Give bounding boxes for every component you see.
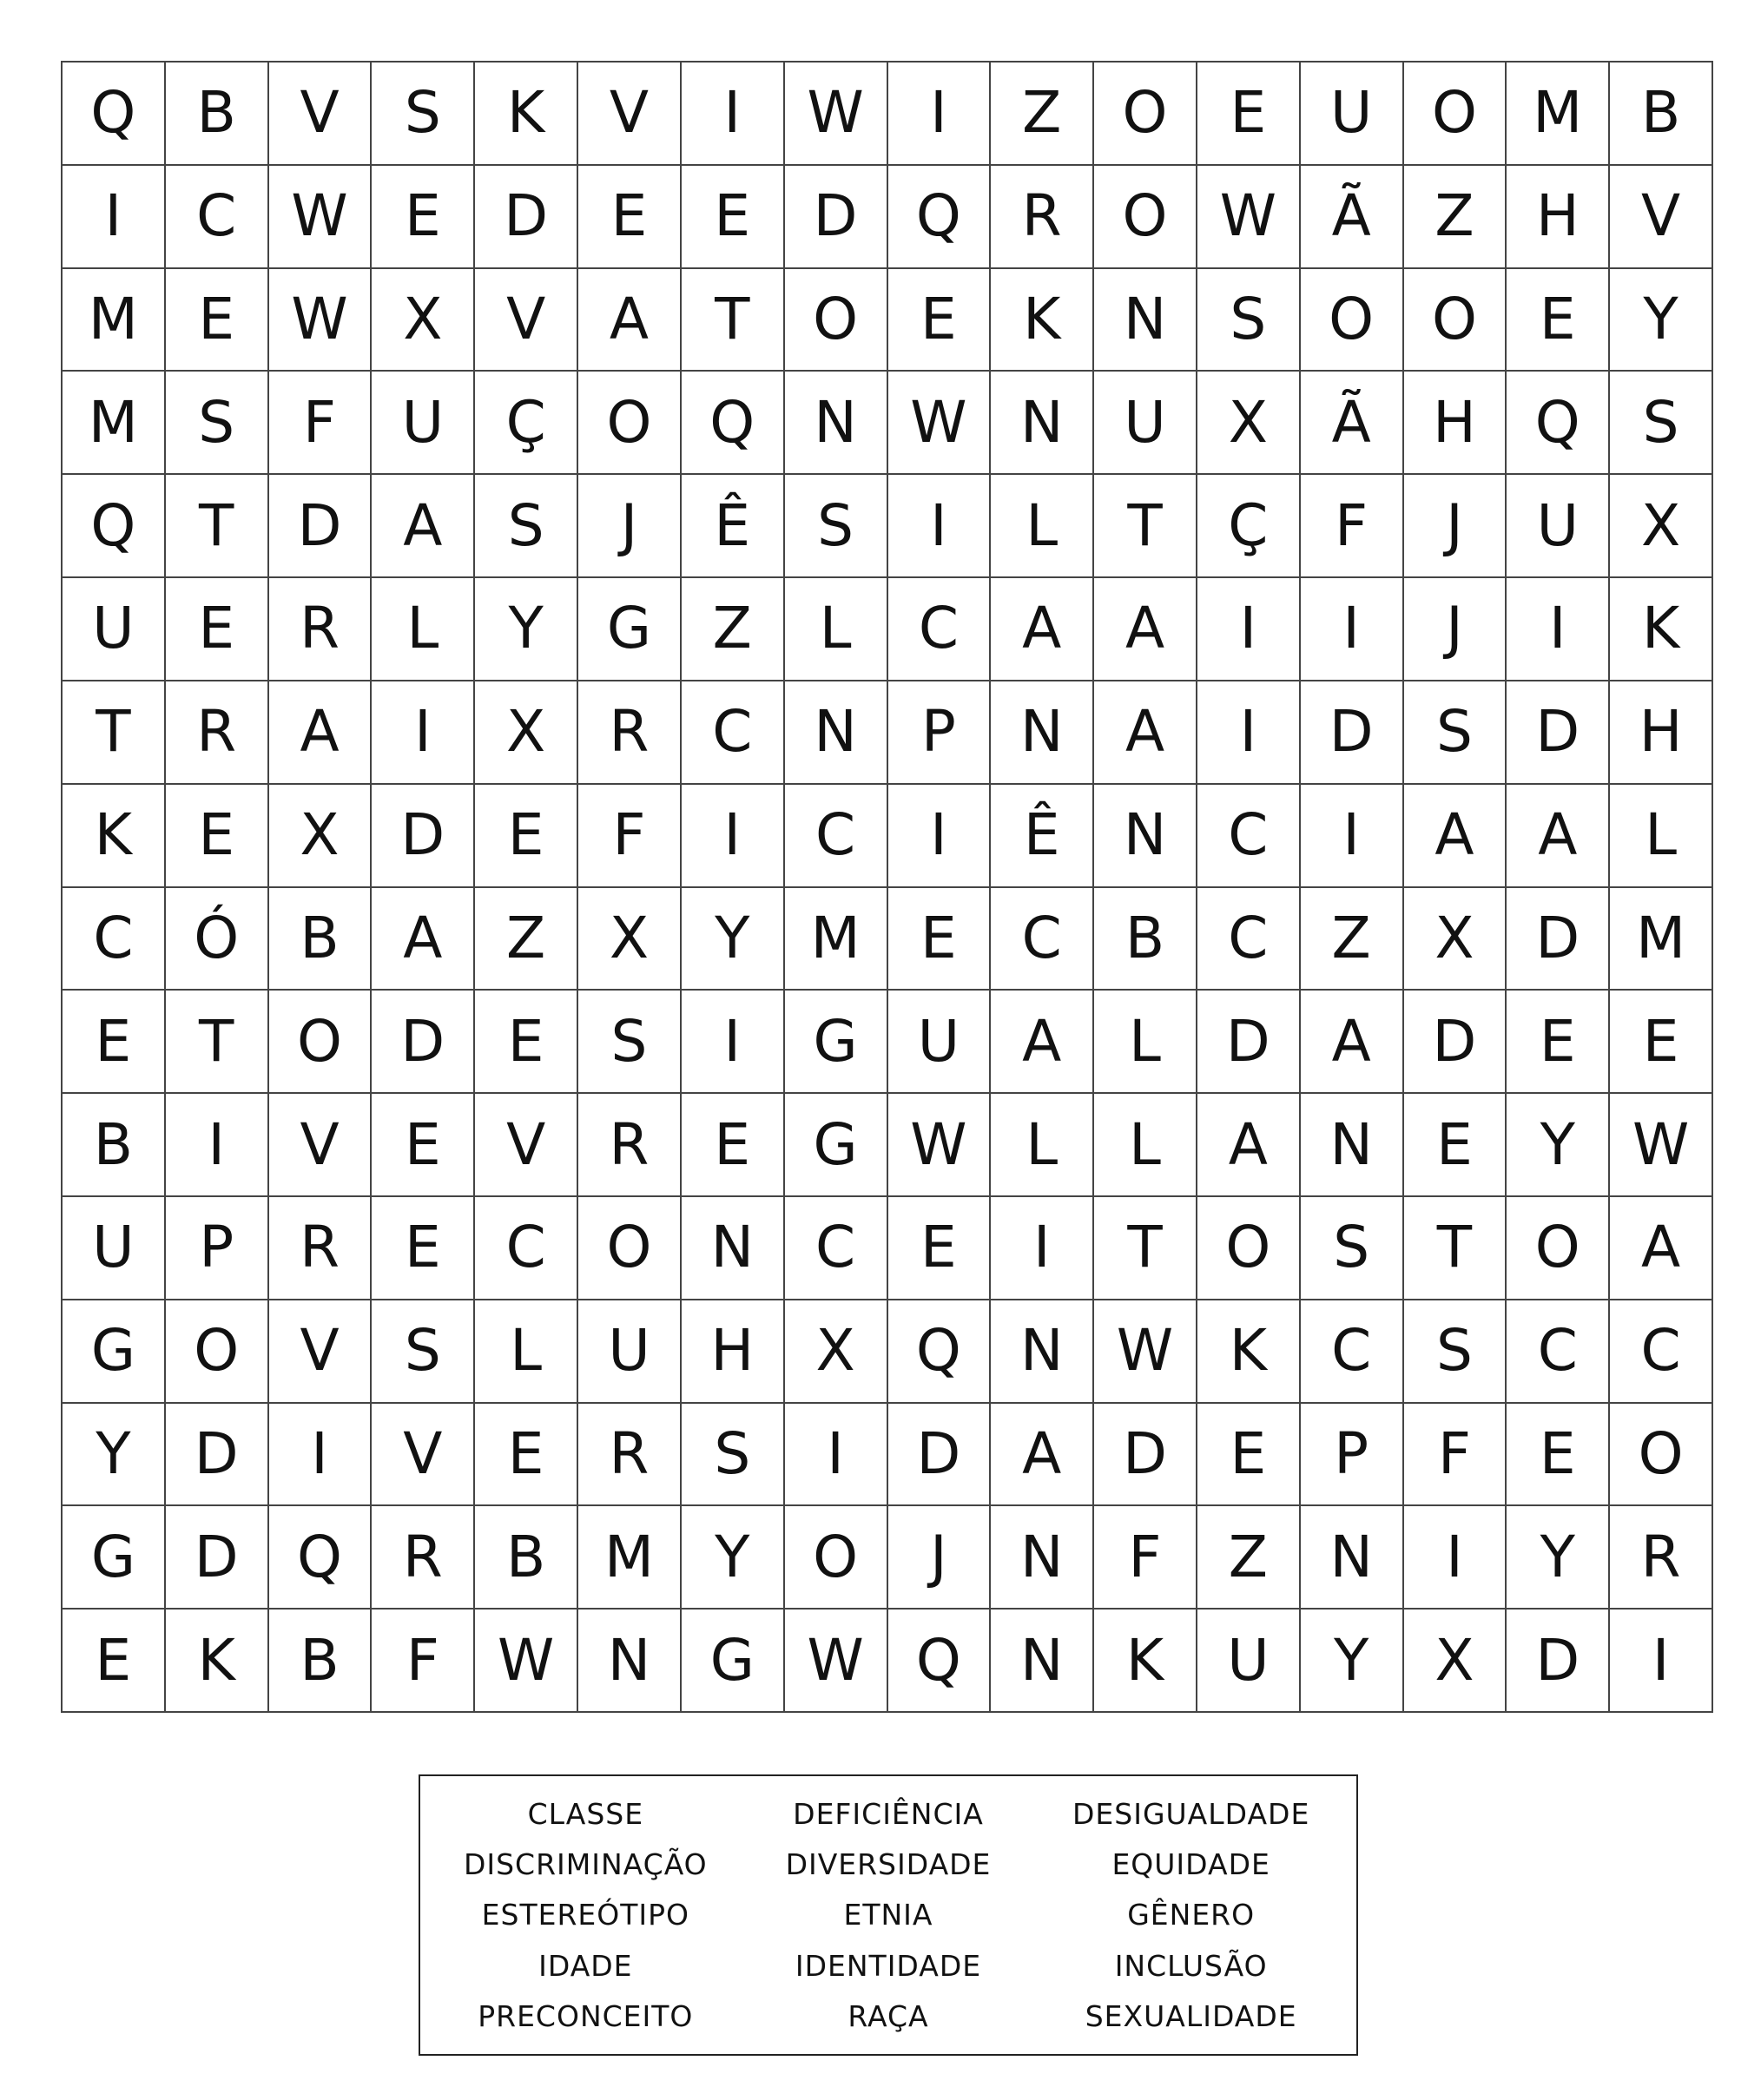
grid-cell[interactable]: G xyxy=(785,1094,888,1197)
grid-cell[interactable]: F xyxy=(1094,1506,1197,1610)
grid-cell[interactable]: G xyxy=(578,578,682,681)
grid-cell[interactable]: Ã xyxy=(1301,166,1404,269)
grid-cell[interactable]: W xyxy=(475,1610,578,1713)
grid-cell[interactable]: A xyxy=(1404,785,1507,888)
grid-cell[interactable]: N xyxy=(991,1506,1094,1610)
grid-cell[interactable]: S xyxy=(1301,1197,1404,1300)
grid-cell[interactable]: S xyxy=(682,1404,785,1507)
grid-cell[interactable]: V xyxy=(269,1300,373,1404)
grid-cell[interactable]: C xyxy=(1610,1300,1713,1404)
grid-cell[interactable]: N xyxy=(785,681,888,785)
grid-cell[interactable]: C xyxy=(785,785,888,888)
grid-cell[interactable]: I xyxy=(166,1094,269,1197)
grid-cell[interactable]: I xyxy=(888,63,992,166)
letter-grid xyxy=(61,61,1713,1713)
grid-cell[interactable]: E xyxy=(372,166,475,269)
grid-cell[interactable]: U xyxy=(578,1300,682,1404)
grid-cell[interactable]: I xyxy=(991,1197,1094,1300)
grid-cell[interactable]: Q xyxy=(682,372,785,475)
grid-cell[interactable]: X xyxy=(475,681,578,785)
grid-cell[interactable]: E xyxy=(1404,1094,1507,1197)
grid-cell[interactable]: E xyxy=(682,166,785,269)
grid-cell[interactable]: Q xyxy=(888,1300,992,1404)
grid-cell[interactable]: N xyxy=(1094,269,1197,372)
grid-cell[interactable]: T xyxy=(1094,475,1197,578)
grid-cell[interactable]: I xyxy=(888,785,992,888)
grid-cell[interactable]: J xyxy=(1404,475,1507,578)
grid-cell[interactable]: N xyxy=(991,681,1094,785)
grid-cell[interactable]: X xyxy=(1404,1610,1507,1713)
grid-cell[interactable]: J xyxy=(1404,578,1507,681)
grid-cell[interactable]: Q xyxy=(63,63,166,166)
grid-cell[interactable]: K xyxy=(991,269,1094,372)
grid-cell[interactable]: O xyxy=(1507,1197,1610,1300)
grid-cell[interactable]: L xyxy=(991,475,1094,578)
grid-cell[interactable]: N xyxy=(1094,785,1197,888)
grid-cell[interactable]: O xyxy=(785,1506,888,1610)
grid-cell[interactable]: H xyxy=(1404,372,1507,475)
grid-cell[interactable]: C xyxy=(475,1197,578,1300)
grid-cell[interactable]: S xyxy=(475,475,578,578)
grid-cell[interactable]: Ê xyxy=(991,785,1094,888)
grid-cell[interactable]: U xyxy=(1197,1610,1301,1713)
grid-cell[interactable]: D xyxy=(1507,681,1610,785)
grid-cell[interactable]: I xyxy=(269,1404,373,1507)
grid-cell[interactable]: D xyxy=(1094,1404,1197,1507)
grid-cell[interactable]: C xyxy=(1301,1300,1404,1404)
grid-cell[interactable]: R xyxy=(269,1197,373,1300)
grid-cell[interactable]: B xyxy=(269,1610,373,1713)
grid-cell[interactable]: I xyxy=(1507,578,1610,681)
grid-cell[interactable]: M xyxy=(785,888,888,991)
grid-cell[interactable]: C xyxy=(1507,1300,1610,1404)
grid-cell[interactable]: K xyxy=(166,1610,269,1713)
grid-cell[interactable]: C xyxy=(1197,785,1301,888)
grid-cell[interactable]: Z xyxy=(1301,888,1404,991)
grid-cell[interactable]: T xyxy=(166,475,269,578)
grid-cell[interactable]: Q xyxy=(1507,372,1610,475)
grid-cell[interactable]: R xyxy=(166,681,269,785)
grid-cell[interactable]: S xyxy=(166,372,269,475)
grid-cell[interactable]: M xyxy=(1507,63,1610,166)
grid-cell[interactable]: T xyxy=(166,991,269,1094)
grid-cell[interactable]: T xyxy=(682,269,785,372)
grid-cell[interactable]: P xyxy=(1301,1404,1404,1507)
grid-cell[interactable]: E xyxy=(63,1610,166,1713)
grid-cell[interactable]: I xyxy=(63,166,166,269)
grid-cell[interactable]: Y xyxy=(682,888,785,991)
grid-cell[interactable]: J xyxy=(578,475,682,578)
grid-cell[interactable]: E xyxy=(888,1197,992,1300)
grid-cell[interactable]: I xyxy=(682,63,785,166)
grid-cell[interactable]: O xyxy=(166,1300,269,1404)
word-list-item: RAÇA xyxy=(848,1999,929,2034)
grid-cell[interactable]: G xyxy=(63,1300,166,1404)
grid-cell[interactable]: Q xyxy=(269,1506,373,1610)
grid-cell[interactable]: U xyxy=(1301,63,1404,166)
grid-cell[interactable]: B xyxy=(475,1506,578,1610)
grid-cell[interactable]: X xyxy=(269,785,373,888)
grid-cell[interactable]: N xyxy=(991,1610,1094,1713)
grid-cell[interactable]: Ê xyxy=(682,475,785,578)
grid-cell[interactable]: D xyxy=(888,1404,992,1507)
word-list-item: INCLUSÃO xyxy=(1114,1948,1268,1983)
grid-cell[interactable]: L xyxy=(372,578,475,681)
grid-cell[interactable]: L xyxy=(1094,991,1197,1094)
grid-cell[interactable]: X xyxy=(372,269,475,372)
grid-cell[interactable]: F xyxy=(578,785,682,888)
grid-cell[interactable]: A xyxy=(1094,681,1197,785)
grid-cell[interactable]: R xyxy=(578,1094,682,1197)
grid-cell[interactable]: H xyxy=(682,1300,785,1404)
grid-cell[interactable]: E xyxy=(166,269,269,372)
grid-cell[interactable]: U xyxy=(888,991,992,1094)
grid-cell[interactable]: V xyxy=(475,1094,578,1197)
grid-cell[interactable]: O xyxy=(1094,63,1197,166)
grid-cell[interactable]: G xyxy=(682,1610,785,1713)
grid-cell[interactable]: K xyxy=(1094,1610,1197,1713)
grid-cell[interactable]: Y xyxy=(1610,269,1713,372)
grid-cell[interactable]: I xyxy=(1610,1610,1713,1713)
word-list-item: DIVERSIDADE xyxy=(785,1847,992,1882)
grid-cell[interactable]: J xyxy=(888,1506,992,1610)
grid-cell[interactable]: A xyxy=(1507,785,1610,888)
grid-cell[interactable]: Y xyxy=(63,1404,166,1507)
grid-cell[interactable]: A xyxy=(1094,578,1197,681)
grid-cell[interactable]: E xyxy=(475,991,578,1094)
grid-cell[interactable]: Z xyxy=(475,888,578,991)
grid-cell[interactable]: F xyxy=(372,1610,475,1713)
grid-cell[interactable]: A xyxy=(372,888,475,991)
grid-cell[interactable]: T xyxy=(1094,1197,1197,1300)
grid-cell[interactable]: A xyxy=(991,991,1094,1094)
grid-cell[interactable]: D xyxy=(166,1404,269,1507)
grid-cell[interactable]: N xyxy=(785,372,888,475)
grid-cell[interactable]: E xyxy=(888,888,992,991)
grid-cell[interactable]: C xyxy=(166,166,269,269)
word-list-item: PRECONCEITO xyxy=(478,1999,694,2034)
grid-cell[interactable]: Q xyxy=(63,475,166,578)
grid-cell[interactable]: U xyxy=(63,578,166,681)
grid-cell[interactable]: O xyxy=(1404,269,1507,372)
grid-cell[interactable]: Z xyxy=(1197,1506,1301,1610)
grid-cell[interactable]: F xyxy=(269,372,373,475)
grid-cell[interactable]: M xyxy=(63,269,166,372)
grid-cell[interactable]: Y xyxy=(1507,1506,1610,1610)
grid-cell[interactable]: I xyxy=(1301,785,1404,888)
grid-cell[interactable]: V xyxy=(1610,166,1713,269)
grid-cell[interactable]: Z xyxy=(1404,166,1507,269)
grid-cell[interactable]: A xyxy=(1610,1197,1713,1300)
grid-cell[interactable]: G xyxy=(63,1506,166,1610)
grid-cell[interactable]: S xyxy=(1610,372,1713,475)
grid-cell[interactable]: I xyxy=(682,785,785,888)
grid-cell[interactable]: R xyxy=(269,578,373,681)
grid-cell[interactable]: D xyxy=(269,475,373,578)
grid-cell[interactable]: P xyxy=(166,1197,269,1300)
grid-cell[interactable]: D xyxy=(166,1506,269,1610)
grid-cell[interactable]: V xyxy=(269,63,373,166)
grid-cell[interactable]: K xyxy=(475,63,578,166)
grid-cell[interactable]: O xyxy=(1404,63,1507,166)
grid-cell[interactable]: M xyxy=(578,1506,682,1610)
grid-cell[interactable]: C xyxy=(785,1197,888,1300)
grid-cell[interactable]: H xyxy=(1610,681,1713,785)
grid-cell[interactable]: S xyxy=(372,1300,475,1404)
grid-cell[interactable]: L xyxy=(1094,1094,1197,1197)
grid-cell[interactable]: E xyxy=(372,1094,475,1197)
grid-cell[interactable]: X xyxy=(1610,475,1713,578)
grid-cell[interactable]: D xyxy=(785,166,888,269)
grid-cell[interactable]: L xyxy=(991,1094,1094,1197)
grid-cell[interactable]: O xyxy=(785,269,888,372)
grid-cell[interactable]: E xyxy=(166,578,269,681)
grid-cell[interactable]: D xyxy=(1197,991,1301,1094)
grid-cell[interactable]: H xyxy=(1507,166,1610,269)
grid-cell[interactable]: A xyxy=(578,269,682,372)
grid-cell[interactable]: R xyxy=(1610,1506,1713,1610)
grid-cell[interactable]: E xyxy=(682,1094,785,1197)
word-list-item: ESTEREÓTIPO xyxy=(481,1898,689,1932)
grid-cell[interactable]: M xyxy=(63,372,166,475)
grid-cell[interactable]: O xyxy=(1197,1197,1301,1300)
grid-cell[interactable]: I xyxy=(785,1404,888,1507)
grid-cell[interactable]: L xyxy=(475,1300,578,1404)
grid-cell[interactable]: B xyxy=(269,888,373,991)
grid-cell[interactable]: W xyxy=(269,269,373,372)
grid-cell[interactable]: N xyxy=(1301,1094,1404,1197)
grid-cell[interactable]: O xyxy=(269,991,373,1094)
grid-cell[interactable]: D xyxy=(1507,888,1610,991)
grid-cell[interactable]: X xyxy=(1404,888,1507,991)
grid-cell[interactable]: I xyxy=(372,681,475,785)
grid-cell[interactable]: U xyxy=(372,372,475,475)
grid-cell[interactable]: W xyxy=(888,1094,992,1197)
grid-cell[interactable]: E xyxy=(63,991,166,1094)
grid-cell[interactable]: V xyxy=(578,63,682,166)
grid-cell[interactable]: S xyxy=(578,991,682,1094)
grid-cell[interactable]: I xyxy=(1301,578,1404,681)
grid-cell[interactable]: V xyxy=(475,269,578,372)
word-list-item: GÊNERO xyxy=(1127,1898,1256,1932)
grid-cell[interactable]: W xyxy=(1610,1094,1713,1197)
grid-cell[interactable]: Q xyxy=(888,166,992,269)
grid-cell[interactable]: R xyxy=(372,1506,475,1610)
grid-cell[interactable]: R xyxy=(578,1404,682,1507)
grid-cell[interactable]: I xyxy=(1197,578,1301,681)
word-list-item: IDADE xyxy=(538,1948,633,1983)
grid-cell[interactable]: Ç xyxy=(1197,475,1301,578)
grid-cell[interactable]: X xyxy=(1197,372,1301,475)
grid-cell[interactable]: C xyxy=(1197,888,1301,991)
grid-cell[interactable]: O xyxy=(1094,166,1197,269)
grid-cell[interactable]: W xyxy=(785,63,888,166)
grid-cell[interactable]: S xyxy=(1404,1300,1507,1404)
grid-cell[interactable]: I xyxy=(1197,681,1301,785)
grid-cell[interactable]: T xyxy=(1404,1197,1507,1300)
grid-cell[interactable]: F xyxy=(1301,475,1404,578)
grid-cell[interactable]: C xyxy=(991,888,1094,991)
grid-cell[interactable]: A xyxy=(269,681,373,785)
grid-cell[interactable]: B xyxy=(1610,63,1713,166)
grid-cell[interactable]: D xyxy=(1301,681,1404,785)
grid-cell[interactable]: C xyxy=(682,681,785,785)
grid-cell[interactable]: E xyxy=(166,785,269,888)
grid-cell[interactable]: U xyxy=(63,1197,166,1300)
grid-cell[interactable]: U xyxy=(1094,372,1197,475)
grid-cell[interactable]: I xyxy=(682,991,785,1094)
grid-cell[interactable]: K xyxy=(1610,578,1713,681)
grid-cell[interactable]: Ç xyxy=(475,372,578,475)
grid-cell[interactable]: I xyxy=(1404,1506,1507,1610)
grid-cell[interactable]: I xyxy=(888,475,992,578)
grid-cell[interactable]: K xyxy=(1197,1300,1301,1404)
grid-cell[interactable]: V xyxy=(269,1094,373,1197)
grid-cell[interactable]: D xyxy=(475,166,578,269)
grid-cell[interactable]: V xyxy=(372,1404,475,1507)
grid-cell[interactable]: N xyxy=(578,1610,682,1713)
grid-cell[interactable]: O xyxy=(578,1197,682,1300)
grid-cell[interactable]: F xyxy=(1404,1404,1507,1507)
word-list-item: ETNIA xyxy=(843,1898,933,1932)
grid-cell[interactable]: W xyxy=(888,372,992,475)
grid-cell[interactable]: E xyxy=(888,269,992,372)
grid-cell[interactable]: M xyxy=(1610,888,1713,991)
grid-cell[interactable]: Z xyxy=(991,63,1094,166)
grid-cell[interactable]: W xyxy=(269,166,373,269)
grid-cell[interactable]: N xyxy=(682,1197,785,1300)
grid-cell[interactable]: E xyxy=(1197,1404,1301,1507)
word-list-item: DESIGUALDADE xyxy=(1072,1796,1310,1831)
grid-cell[interactable]: S xyxy=(372,63,475,166)
grid-cell[interactable]: D xyxy=(1507,1610,1610,1713)
grid-cell[interactable]: B xyxy=(166,63,269,166)
grid-cell[interactable]: Ã xyxy=(1301,372,1404,475)
word-list xyxy=(419,1774,1358,2056)
grid-cell[interactable]: E xyxy=(578,166,682,269)
grid-cell[interactable]: A xyxy=(372,475,475,578)
grid-cell[interactable]: W xyxy=(1094,1300,1197,1404)
grid-cell[interactable]: D xyxy=(372,785,475,888)
grid-cell[interactable]: L xyxy=(1610,785,1713,888)
grid-cell[interactable]: U xyxy=(1507,475,1610,578)
grid-cell[interactable]: E xyxy=(475,785,578,888)
word-list-item: CLASSE xyxy=(527,1796,644,1831)
grid-cell[interactable]: C xyxy=(63,888,166,991)
word-list-item: DEFICIÊNCIA xyxy=(793,1796,984,1831)
grid-cell[interactable]: N xyxy=(991,1300,1094,1404)
grid-cell[interactable]: W xyxy=(1197,166,1301,269)
grid-cell[interactable]: R xyxy=(578,681,682,785)
grid-cell[interactable]: O xyxy=(578,372,682,475)
grid-cell[interactable]: O xyxy=(1301,269,1404,372)
grid-cell[interactable]: G xyxy=(785,991,888,1094)
grid-cell[interactable]: Y xyxy=(682,1506,785,1610)
grid-cell[interactable]: O xyxy=(1610,1404,1713,1507)
grid-cell[interactable]: E xyxy=(475,1404,578,1507)
grid-cell[interactable]: A xyxy=(991,578,1094,681)
grid-cell[interactable]: A xyxy=(1197,1094,1301,1197)
grid-cell[interactable]: K xyxy=(63,785,166,888)
grid-cell[interactable]: E xyxy=(1507,991,1610,1094)
grid-cell[interactable]: T xyxy=(63,681,166,785)
grid-cell[interactable]: Y xyxy=(1301,1610,1404,1713)
grid-cell[interactable]: B xyxy=(63,1094,166,1197)
grid-cell[interactable]: Z xyxy=(682,578,785,681)
grid-cell[interactable]: A xyxy=(1301,991,1404,1094)
grid-cell[interactable]: N xyxy=(991,372,1094,475)
grid-cell[interactable]: Q xyxy=(888,1610,992,1713)
grid-cell[interactable]: W xyxy=(785,1610,888,1713)
grid-cell[interactable]: S xyxy=(1197,269,1301,372)
grid-cell[interactable]: D xyxy=(372,991,475,1094)
word-list-item: IDENTIDADE xyxy=(795,1948,982,1983)
grid-cell[interactable]: E xyxy=(1507,269,1610,372)
grid-cell[interactable]: N xyxy=(1301,1506,1404,1610)
word-list-item: EQUIDADE xyxy=(1111,1847,1270,1882)
word-list-item: DISCRIMINAÇÃO xyxy=(463,1847,708,1882)
grid-cell[interactable]: D xyxy=(1404,991,1507,1094)
grid-cell[interactable]: X xyxy=(578,888,682,991)
grid-cell[interactable]: Y xyxy=(475,578,578,681)
grid-cell[interactable]: E xyxy=(1197,63,1301,166)
word-list-item: SEXUALIDADE xyxy=(1085,1999,1297,2034)
grid-cell[interactable]: E xyxy=(1507,1404,1610,1507)
grid-cell[interactable]: R xyxy=(991,166,1094,269)
grid-cell[interactable]: E xyxy=(372,1197,475,1300)
grid-cell[interactable]: A xyxy=(991,1404,1094,1507)
grid-cell[interactable]: B xyxy=(1094,888,1197,991)
grid-cell[interactable]: S xyxy=(1404,681,1507,785)
grid-cell[interactable]: Y xyxy=(1507,1094,1610,1197)
grid-cell[interactable]: S xyxy=(785,475,888,578)
grid-cell[interactable]: P xyxy=(888,681,992,785)
grid-cell[interactable]: Ó xyxy=(166,888,269,991)
grid-cell[interactable]: C xyxy=(888,578,992,681)
grid-cell[interactable]: L xyxy=(785,578,888,681)
grid-cell[interactable]: X xyxy=(785,1300,888,1404)
grid-cell[interactable]: E xyxy=(1610,991,1713,1094)
